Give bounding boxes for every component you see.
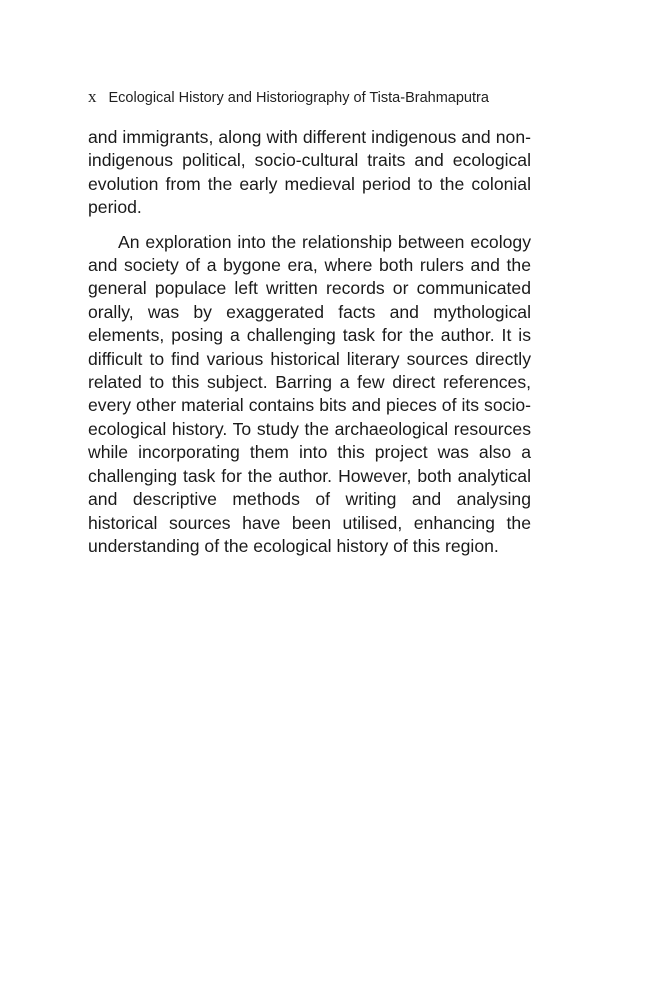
running-head-title: Ecological History and Historiography of Tista-Brahmaputra <box>108 90 489 106</box>
paragraph: An exploration into the relationship between ecology and society of a bygone era, where both rulers and the general populace left written records or communicated orally, was by exaggerated facts and mythological elements, posing a challenging task for the author. It is difficult to find various historical literary sources directly related to this subject. Barring a few direct references, every other material contains bits and pieces of its socio-ecological history. To study the archaeological resources while incorporating them into this project was also a challenging task for the author. However, both analytical and descriptive methods of writing and analysing historical sources have been utilised, enhancing the understanding of the ecological history of this region. <box>88 231 531 556</box>
page-number: x <box>88 87 97 106</box>
body-text <box>88 126 531 558</box>
running-head <box>88 87 568 108</box>
paragraph-continued: and immigrants, along with different indigenous and non-indigenous political, socio-cultural traits and ecological evolution from the early medieval period to the colonial period. <box>88 127 531 218</box>
